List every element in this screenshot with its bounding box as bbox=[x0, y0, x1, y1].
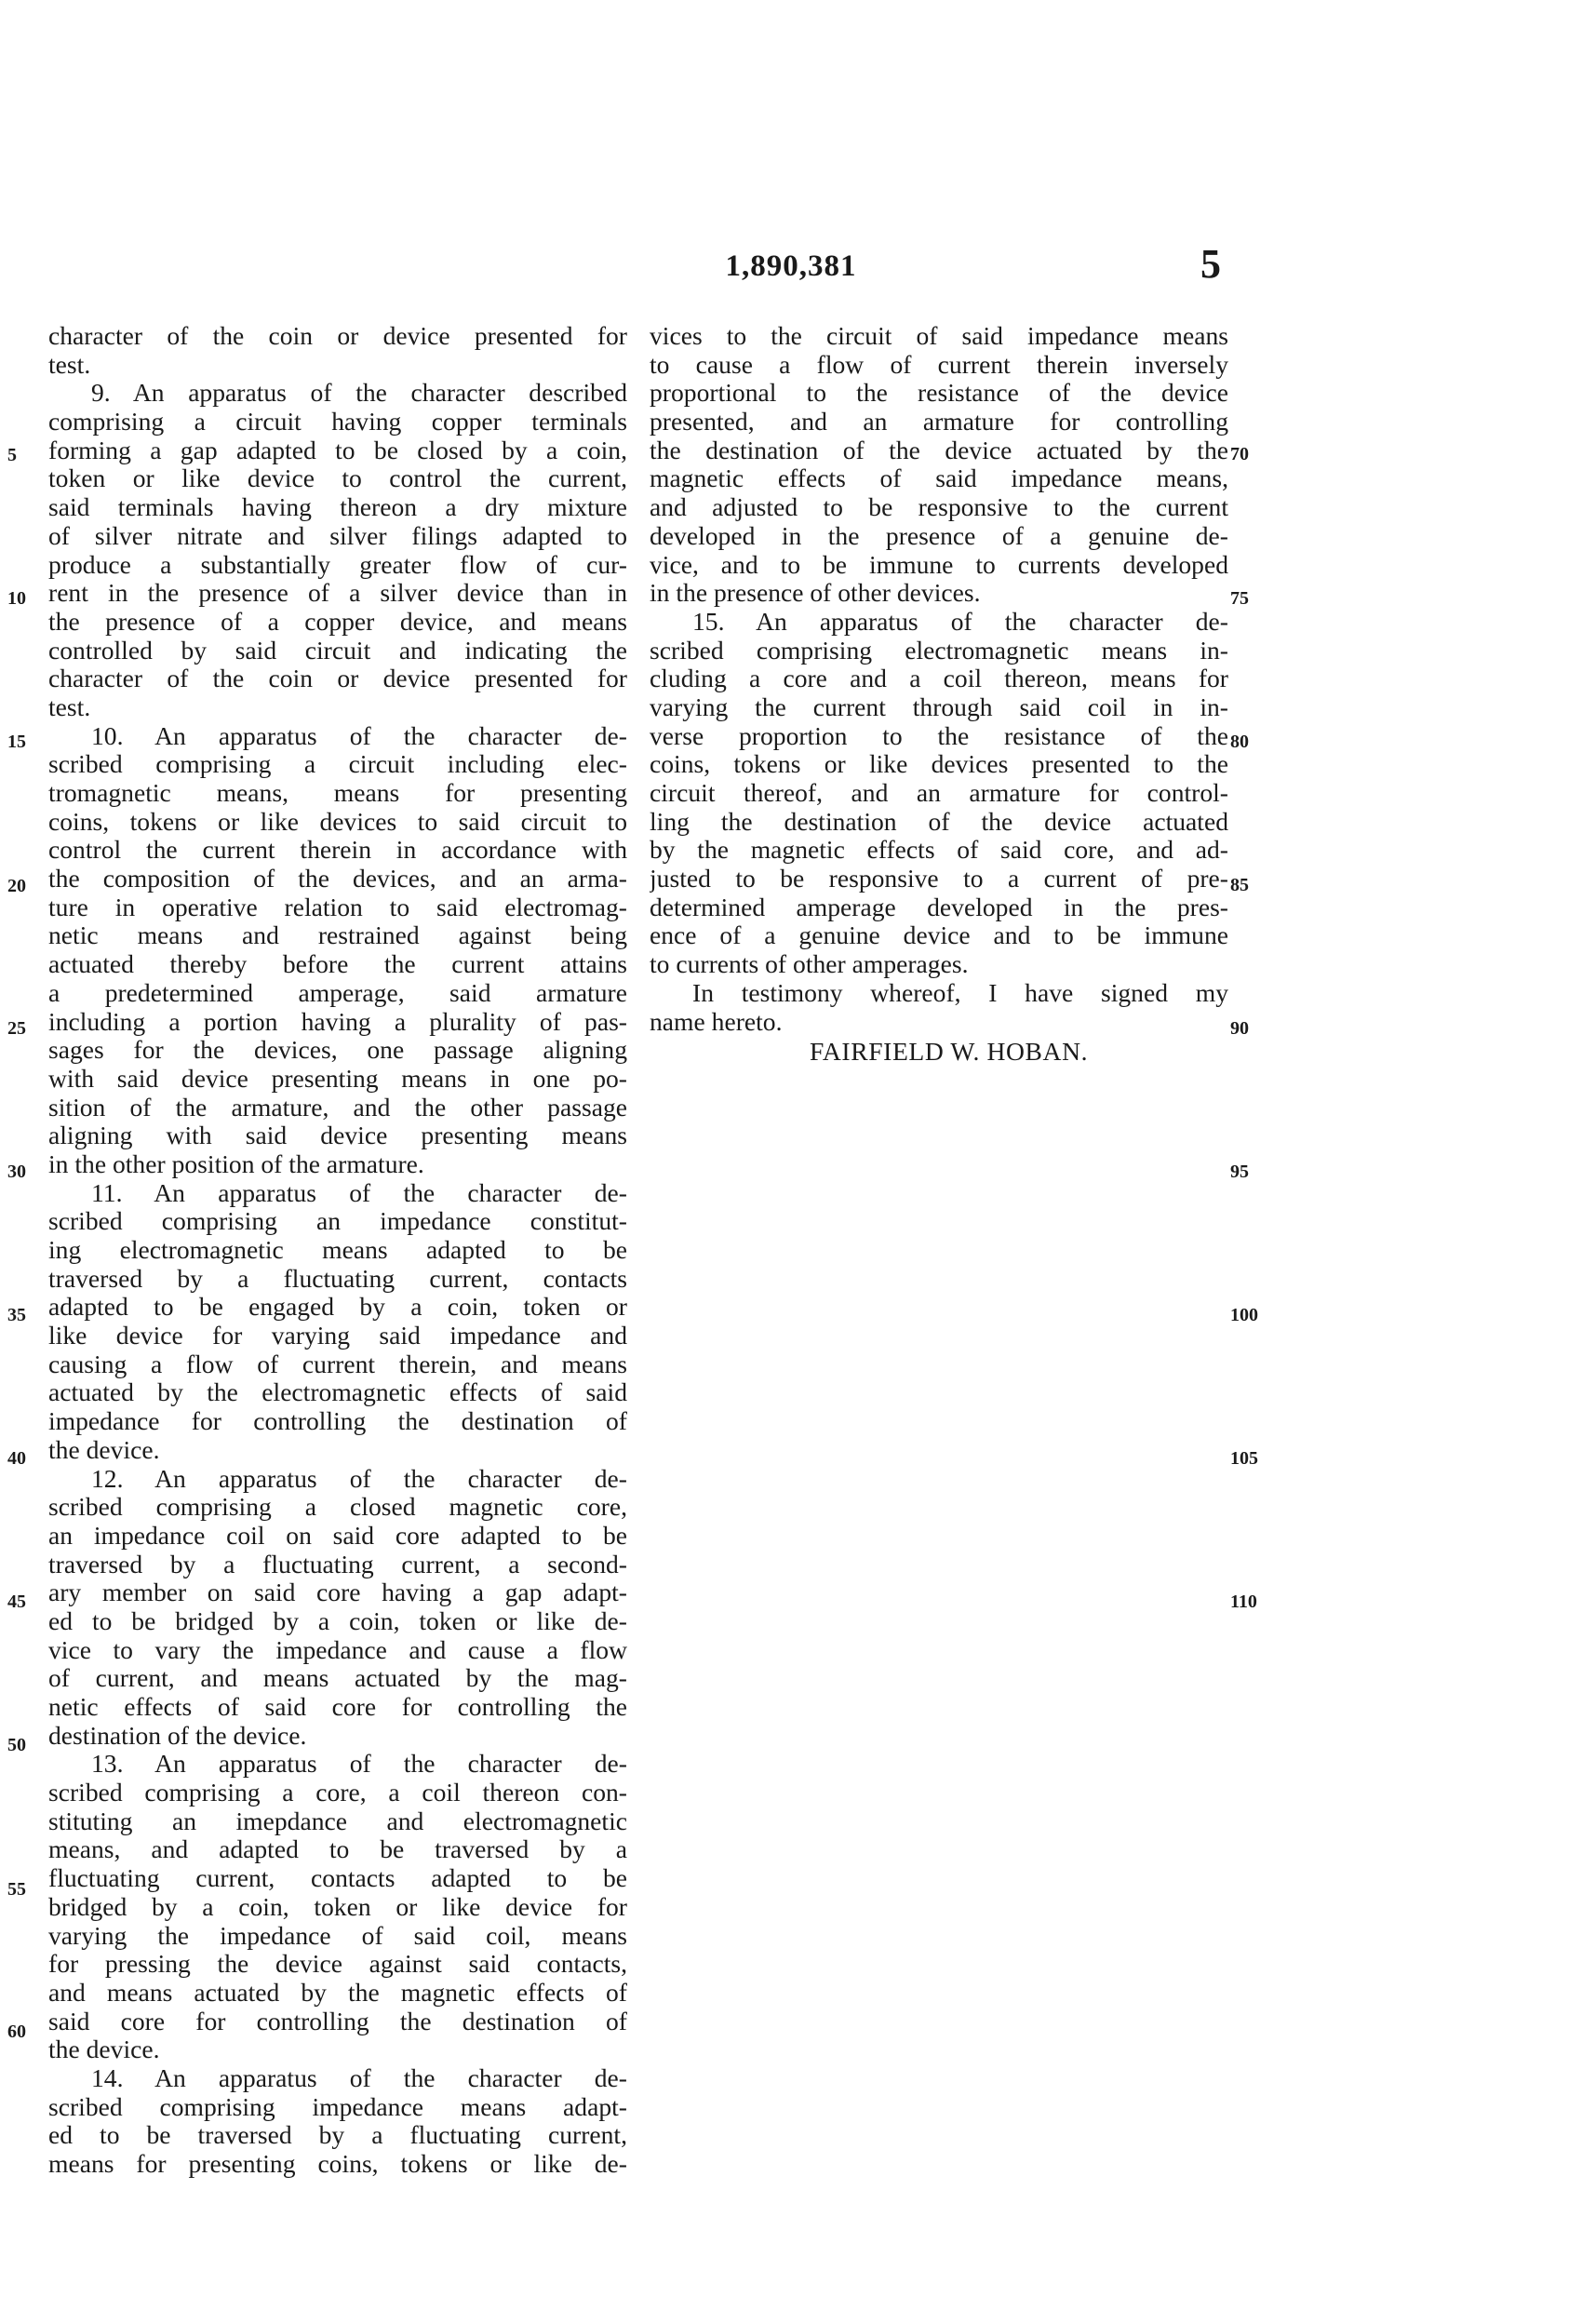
text-line: varying the current through said coil in in- bbox=[650, 692, 1228, 721]
text-line: the presence of a copper device, and means bbox=[48, 607, 627, 636]
right-column bbox=[650, 322, 1228, 1068]
text-line: scribed comprising a core, a coil thereon con- bbox=[48, 1779, 627, 1807]
text-line: stituting an imepdance and electromagnetic bbox=[48, 1807, 627, 1835]
text-line: causing a flow of current therein, and means bbox=[48, 1350, 627, 1378]
text-line: like device for varying said impedance and bbox=[48, 1322, 627, 1350]
text-line: control the current therein in accordance with bbox=[48, 836, 627, 865]
line-number-left: 60 bbox=[7, 2022, 26, 2042]
page-number: 5 bbox=[1200, 241, 1221, 287]
text-line: and means actuated by the magnetic effects of bbox=[48, 1978, 627, 2007]
line-number-left: 45 bbox=[7, 1592, 26, 1612]
line-number-left: 25 bbox=[7, 1018, 26, 1039]
text-line: means for presenting coins, tokens or like de- bbox=[48, 2150, 627, 2178]
text-line: scribed comprising an impedance constitut- bbox=[48, 1207, 627, 1236]
text-line: 15. An apparatus of the character de- bbox=[692, 607, 1228, 636]
text-line: character of the coin or device presented for bbox=[48, 665, 627, 693]
line-number-left: 15 bbox=[7, 732, 26, 752]
text-line: verse proportion to the resistance of the bbox=[650, 721, 1228, 750]
text-line: scribed comprising impedance means adapt- bbox=[48, 2092, 627, 2121]
text-line: scribed comprising a closed magnetic core, bbox=[48, 1493, 627, 1522]
text-line: a predetermined amperage, said armature bbox=[48, 978, 627, 1007]
text-line: sition of the armature, and the other passage bbox=[48, 1093, 627, 1122]
text-line: vices to the circuit of said impedance means bbox=[650, 322, 1228, 350]
text-line: netic means and restrained against being bbox=[48, 921, 627, 950]
text-line: varying the impedance of said coil, means bbox=[48, 1921, 627, 1950]
line-number-left: 30 bbox=[7, 1162, 26, 1182]
text-line: test. bbox=[48, 692, 91, 721]
text-line: cluding a core and a coil thereon, means for bbox=[650, 665, 1228, 693]
text-line: 14. An apparatus of the character de- bbox=[91, 2063, 627, 2092]
text-line: means, and adapted to be traversed by a bbox=[48, 1835, 627, 1864]
line-number-left: 5 bbox=[7, 445, 17, 465]
text-line: forming a gap adapted to be closed by a coin, bbox=[48, 436, 627, 464]
text-line: comprising a circuit having copper terminals bbox=[48, 408, 627, 437]
text-line: to currents of other amperages. bbox=[650, 950, 969, 979]
text-line: actuated by the electromagnetic effects of said bbox=[48, 1378, 627, 1407]
text-line: for pressing the device against said contacts, bbox=[48, 1950, 627, 1979]
line-number-right: 70 bbox=[1230, 444, 1249, 464]
text-line: the composition of the devices, and an arma- bbox=[48, 865, 627, 893]
text-line: by the magnetic effects of said core, and ad- bbox=[650, 836, 1228, 865]
text-line: in the other position of the armature. bbox=[48, 1149, 424, 1178]
text-line: test. bbox=[48, 350, 91, 379]
line-number-right: 110 bbox=[1230, 1592, 1257, 1612]
text-line: traversed by a fluctuating current, a second- bbox=[48, 1550, 627, 1578]
text-line: said terminals having thereon a dry mixture bbox=[48, 493, 627, 522]
text-line: vice, and to be immune to currents developed bbox=[650, 550, 1228, 579]
signature-name: FAIRFIELD W. HOBAN. bbox=[810, 1037, 1089, 1067]
text-line: an impedance coil on said core adapted to be bbox=[48, 1521, 627, 1550]
text-line: to cause a flow of current therein inversely bbox=[650, 350, 1228, 379]
line-number-right: 75 bbox=[1230, 588, 1249, 609]
line-number-left: 50 bbox=[7, 1735, 26, 1755]
line-number-right: 105 bbox=[1230, 1448, 1258, 1469]
text-line: ence of a genuine device and to be immune bbox=[650, 921, 1228, 950]
line-number-left: 20 bbox=[7, 876, 26, 896]
text-line: magnetic effects of said impedance means, bbox=[650, 464, 1228, 493]
text-line: in the presence of other devices. bbox=[650, 579, 981, 608]
line-number-right: 85 bbox=[1230, 875, 1249, 895]
line-number-right: 95 bbox=[1230, 1162, 1249, 1182]
text-line: adapted to be engaged by a coin, token or bbox=[48, 1293, 627, 1322]
line-number-left: 10 bbox=[7, 588, 26, 609]
text-line: scribed comprising a circuit including elec- bbox=[48, 750, 627, 779]
text-line: 11. An apparatus of the character de- bbox=[91, 1178, 627, 1207]
text-line: rent in the presence of a silver device than in bbox=[48, 579, 627, 608]
line-number-right: 80 bbox=[1230, 732, 1249, 752]
text-line: aligning with said device presenting means bbox=[48, 1122, 627, 1150]
text-line: ture in operative relation to said electromag- bbox=[48, 893, 627, 921]
text-line: actuated thereby before the current attains bbox=[48, 950, 627, 979]
text-line: with said device presenting means in one po- bbox=[48, 1064, 627, 1093]
text-line: controlled by said circuit and indicating the bbox=[48, 636, 627, 665]
text-line: netic effects of said core for controlling the bbox=[48, 1693, 627, 1721]
line-number-right: 100 bbox=[1230, 1305, 1258, 1325]
text-line: the device. bbox=[48, 1435, 160, 1464]
text-line: 13. An apparatus of the character de- bbox=[91, 1750, 627, 1779]
text-line: produce a substantially greater flow of cur- bbox=[48, 550, 627, 579]
text-line: the device. bbox=[48, 2035, 160, 2064]
text-line: justed to be responsive to a current of pre- bbox=[650, 865, 1228, 893]
line-number-left: 35 bbox=[7, 1305, 26, 1325]
text-line: ed to be traversed by a fluctuating current, bbox=[48, 2121, 627, 2150]
text-line: 10. An apparatus of the character de- bbox=[91, 721, 627, 750]
text-line: ary member on said core having a gap adapt- bbox=[48, 1578, 627, 1607]
text-line: of current, and means actuated by the mag- bbox=[48, 1664, 627, 1693]
text-line: ling the destination of the device actuated bbox=[650, 807, 1228, 836]
text-line: traversed by a fluctuating current, contacts bbox=[48, 1264, 627, 1293]
text-line: name hereto. bbox=[650, 1007, 783, 1036]
text-line: impedance for controlling the destination of bbox=[48, 1407, 627, 1436]
text-line: destination of the device. bbox=[48, 1721, 307, 1750]
text-line: determined amperage developed in the pres- bbox=[650, 893, 1228, 921]
text-line: In testimony whereof, I have signed my bbox=[692, 978, 1228, 1007]
text-line: developed in the presence of a genuine de- bbox=[650, 521, 1228, 550]
text-line: token or like device to control the current, bbox=[48, 464, 627, 493]
text-line: said core for controlling the destination of bbox=[48, 2007, 627, 2035]
text-line: coins, tokens or like devices presented to the bbox=[650, 750, 1228, 779]
line-number-left: 55 bbox=[7, 1879, 26, 1900]
text-line: sages for the devices, one passage aligning bbox=[48, 1036, 627, 1065]
text-line: 9. An apparatus of the character described bbox=[91, 379, 627, 408]
text-line: circuit thereof, and an armature for control- bbox=[650, 779, 1228, 807]
text-line: bridged by a coin, token or like device for bbox=[48, 1892, 627, 1921]
text-line: the destination of the device actuated by the bbox=[650, 436, 1228, 464]
text-line: character of the coin or device presented for bbox=[48, 322, 627, 350]
text-line: tromagnetic means, means for presenting bbox=[48, 779, 627, 807]
patent-number: 1,890,381 bbox=[725, 249, 857, 283]
text-line: and adjusted to be responsive to the current bbox=[650, 493, 1228, 522]
line-number-right: 90 bbox=[1230, 1018, 1249, 1039]
text-line: presented, and an armature for controlling bbox=[650, 408, 1228, 437]
text-line: including a portion having a plurality of pas- bbox=[48, 1007, 627, 1036]
text-line: scribed comprising electromagnetic means in- bbox=[650, 636, 1228, 665]
left-column bbox=[48, 322, 627, 2179]
text-line: proportional to the resistance of the device bbox=[650, 379, 1228, 408]
text-line: ing electromagnetic means adapted to be bbox=[48, 1236, 627, 1264]
text-line: coins, tokens or like devices to said circuit to bbox=[48, 807, 627, 836]
text-line: ed to be bridged by a coin, token or like de- bbox=[48, 1606, 627, 1635]
line-number-left: 40 bbox=[7, 1448, 26, 1469]
text-line: 12. An apparatus of the character de- bbox=[91, 1464, 627, 1493]
text-line: vice to vary the impedance and cause a flow bbox=[48, 1635, 627, 1664]
text-line: fluctuating current, contacts adapted to be bbox=[48, 1864, 627, 1893]
text-line: of silver nitrate and silver filings adapted to bbox=[48, 521, 627, 550]
